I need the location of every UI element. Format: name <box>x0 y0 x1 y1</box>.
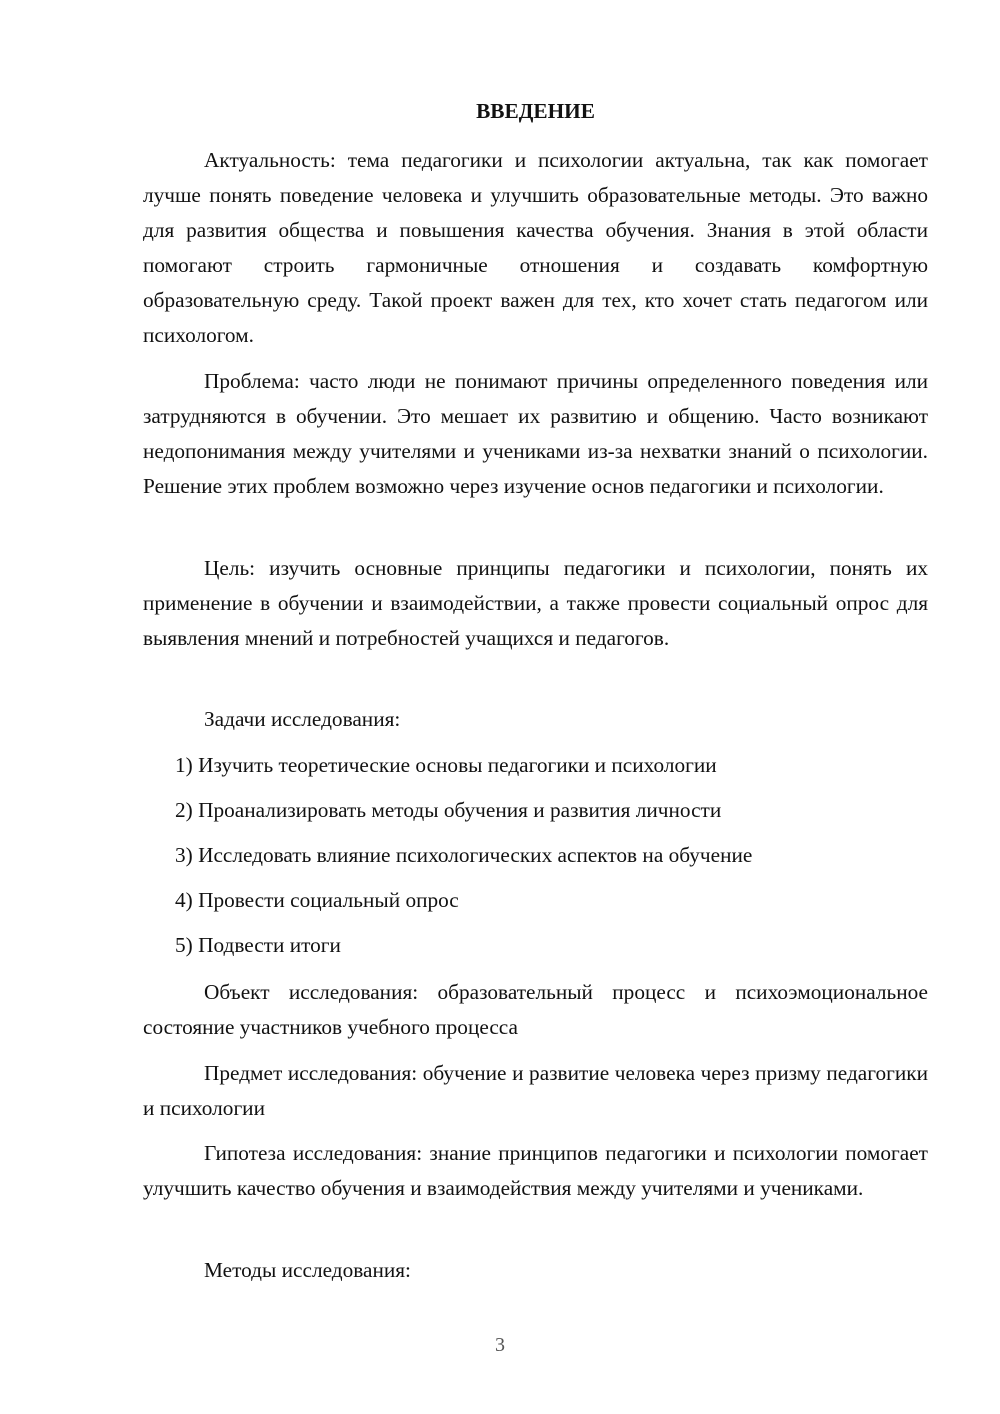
goal-paragraph: Цель: изучить основные принципы педагогики и психологии, понять их применение в обучении и взаимодействии, а также провести социальный опрос для выявления мнений и потребностей учащихся и педагогов. <box>143 556 928 650</box>
relevance-paragraph: Актуальность: тема педагогики и психологии актуальна, так как помогает лучше понять поведение человека и улучшить образовательные методы. Это важно для развития общества и повышения качества обучения. Знания в этой области помогают строить гармоничные отношения и создавать комфортную образовательную среду. Такой проект важен для тех, кто хочет стать педагогом или психологом. <box>143 148 928 347</box>
object-paragraph: Объект исследования: образовательный процесс и психоэмоциональное состояние участников учебного процесса <box>143 980 928 1039</box>
problem-paragraph: Проблема: часто люди не понимают причины определенного поведения или затрудняются в обучении. Это мешает их развитию и общению. Часто возникают недопонимания между учителями и учениками из-за нехватки знаний о психологии. Решение этих проблем возможно через изучение основ педагогики и психологии. <box>143 369 928 498</box>
page-title: ВВЕДЕНИЕ <box>476 99 595 123</box>
task-item: 1) Изучить теоретические основы педагогики и психологии <box>175 753 717 777</box>
methods-heading: Методы исследования: <box>204 1258 411 1282</box>
tasks-heading: Задачи исследования: <box>204 707 401 731</box>
task-item: 5) Подвести итоги <box>175 933 341 957</box>
subject-paragraph: Предмет исследования: обучение и развитие человека через призму педагогики и психологии <box>143 1061 928 1120</box>
hypothesis-paragraph: Гипотеза исследования: знание принципов педагогики и психологии помогает улучшить качество обучения и взаимодействия между учителями и учениками. <box>143 1141 928 1200</box>
task-item: 2) Проанализировать методы обучения и развития личности <box>175 798 722 822</box>
page-number: 3 <box>495 1334 505 1356</box>
task-item: 4) Провести социальный опрос <box>175 888 459 912</box>
task-item: 3) Исследовать влияние психологических аспектов на обучение <box>175 843 753 867</box>
